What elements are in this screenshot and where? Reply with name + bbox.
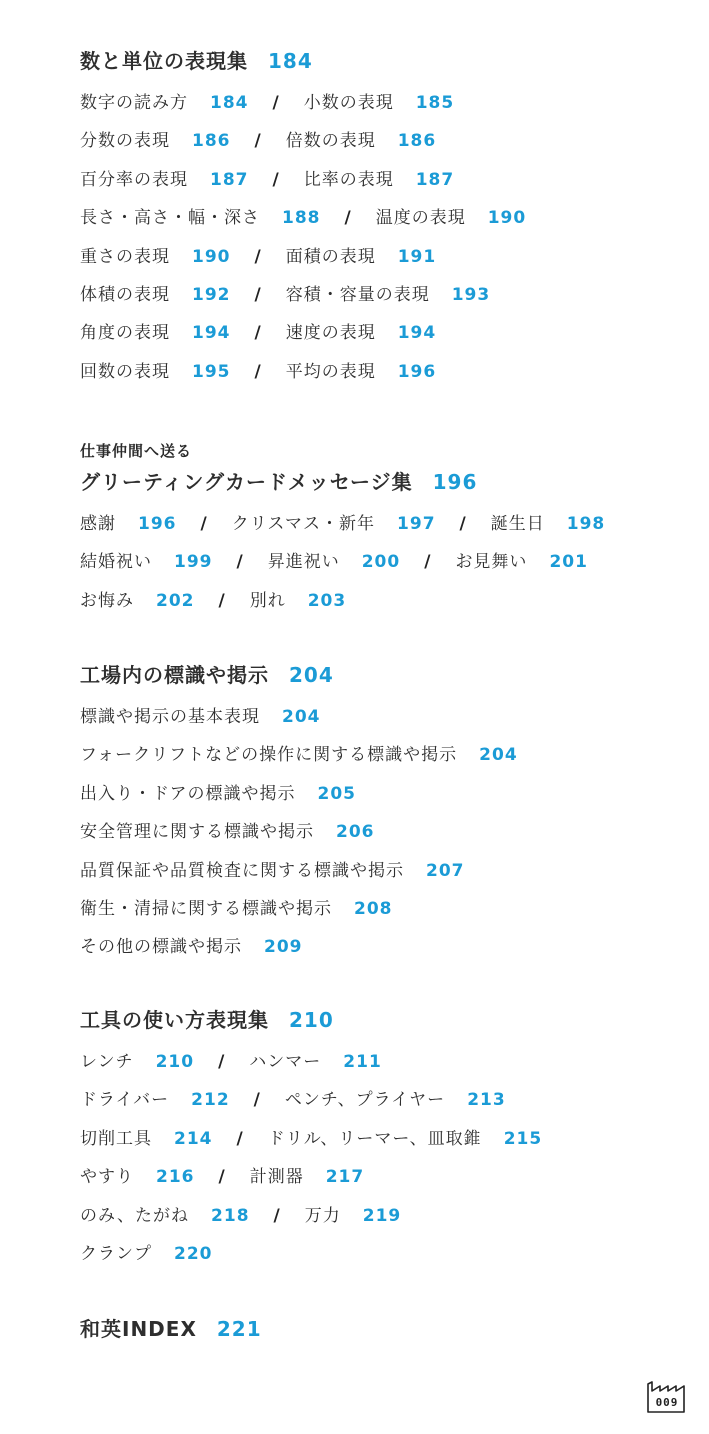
toc-row (80, 1043, 689, 1081)
entry-title: お悔み (80, 590, 134, 611)
toc-row (80, 582, 689, 620)
toc-row (80, 353, 689, 391)
entry-page[interactable]: 188 (282, 208, 321, 229)
entry-title: 平均の表現 (285, 361, 376, 382)
entry-page[interactable]: 206 (336, 822, 375, 843)
toc-row (80, 199, 689, 237)
entry-title: 回数の表現 (80, 361, 170, 382)
entry-page[interactable]: 190 (192, 246, 231, 267)
entry-page[interactable]: 201 (549, 552, 588, 573)
toc-row (80, 928, 689, 966)
toc-row (80, 314, 689, 352)
separator: / (254, 131, 262, 152)
entry-title: その他の標識や掲示 (80, 937, 242, 958)
entry-title: 計測器 (249, 1167, 304, 1188)
toc-row (80, 1197, 689, 1235)
entry-title: 感謝 (80, 514, 116, 534)
separator: / (254, 323, 262, 344)
separator: / (424, 552, 432, 573)
toc-row (80, 505, 689, 543)
toc-row (80, 276, 689, 314)
entry-title: 衛生・清掃に関する標識や掲示 (80, 898, 332, 919)
toc-row (80, 84, 689, 122)
separator: / (254, 284, 262, 305)
entry-title: 誕生日 (490, 514, 545, 534)
entry-title: のみ、たがね (80, 1205, 190, 1226)
entry-title: ペンチ、プライヤー (284, 1090, 446, 1111)
toc-row (80, 1158, 689, 1196)
entry-title: 万力 (304, 1205, 341, 1226)
entry-page[interactable]: 197 (397, 514, 436, 534)
entry-title: 倍数の表現 (285, 131, 376, 152)
toc-row (80, 543, 689, 581)
entry-title: 別れ (249, 590, 286, 611)
entry-title: 速度の表現 (285, 323, 376, 344)
entry-title: 分数の表現 (80, 131, 170, 152)
section-kicker: 仕事仲間へ送る (80, 442, 193, 460)
separator: / (272, 93, 280, 113)
separator: / (236, 552, 244, 573)
separator: / (273, 1205, 281, 1226)
entry-page[interactable]: 209 (264, 937, 303, 958)
entry-page[interactable]: 213 (467, 1090, 506, 1111)
entry-title: 品質保証や品質検査に関する標識や掲示 (80, 860, 404, 881)
section-page[interactable]: 221 (216, 1317, 262, 1341)
entry-title: 重さの表現 (80, 246, 170, 267)
entry-title: ドリル、リーマー、皿取錐 (267, 1128, 482, 1149)
entry-page[interactable]: 205 (317, 783, 356, 804)
toc-row (80, 813, 689, 851)
toc-row (80, 775, 689, 813)
entry-page[interactable]: 217 (325, 1167, 365, 1188)
entry-title: お見舞い (455, 552, 528, 573)
entry-page[interactable]: 204 (282, 707, 321, 727)
entry-page[interactable]: 210 (155, 1052, 195, 1072)
entry-page[interactable]: 194 (397, 323, 437, 344)
toc-row (80, 1120, 689, 1158)
toc-row (80, 161, 689, 199)
entry-title: 数字の読み方 (80, 93, 188, 113)
section-page[interactable]: 204 (289, 663, 334, 687)
entry-title: レンチ (80, 1052, 134, 1072)
entry-title: 面積の表現 (285, 246, 376, 267)
entry-page[interactable]: 185 (415, 93, 455, 113)
section-heading (80, 660, 689, 690)
entry-page[interactable]: 195 (192, 361, 231, 382)
page-number-badge (646, 1378, 688, 1414)
entry-page[interactable]: 200 (361, 552, 401, 573)
entry-page[interactable]: 192 (192, 284, 231, 305)
separator: / (253, 1090, 261, 1111)
section-title: 工具の使い方表現集 (80, 1008, 269, 1032)
entry-title: 比率の表現 (303, 169, 394, 190)
entry-page[interactable]: 207 (426, 860, 465, 881)
entry-title: 結婚祝い (80, 552, 152, 573)
entry-title: クランプ (80, 1243, 152, 1264)
entry-title: 百分率の表現 (80, 169, 188, 190)
entry-page[interactable]: 215 (503, 1128, 543, 1149)
entry-page[interactable]: 186 (397, 131, 437, 152)
entry-page[interactable]: 220 (174, 1243, 213, 1264)
entry-title: 容積・容量の表現 (285, 284, 430, 305)
entry-title: 切削工具 (80, 1128, 152, 1149)
entry-title: 長さ・高さ・幅・深さ (80, 208, 260, 229)
entry-page[interactable]: 202 (156, 590, 195, 611)
entry-page[interactable]: 191 (397, 246, 437, 267)
entry-page[interactable]: 216 (156, 1167, 195, 1188)
toc-row (80, 736, 689, 774)
separator: / (218, 590, 226, 611)
entry-title: 角度の表現 (80, 323, 170, 344)
separator: / (459, 514, 467, 534)
entry-page[interactable]: 203 (307, 590, 347, 611)
toc-row (80, 852, 689, 890)
entry-page[interactable]: 212 (191, 1090, 230, 1111)
section-title: 数と単位の表現集 (80, 49, 248, 73)
entry-title: フォークリフトなどの操作に関する標識や掲示 (80, 745, 458, 766)
entry-page[interactable]: 211 (343, 1052, 382, 1072)
section-title: 和英INDEX (80, 1317, 197, 1341)
entry-title: やすり (80, 1167, 134, 1188)
entry-title: 出入り・ドアの標識や掲示 (80, 783, 296, 804)
separator: / (254, 246, 262, 267)
separator: / (344, 208, 352, 229)
separator: / (200, 514, 208, 534)
entry-title: 安全管理に関する標識や掲示 (80, 822, 314, 843)
entry-page[interactable]: 204 (479, 745, 518, 766)
toc-row (80, 1081, 689, 1119)
entry-page[interactable]: 218 (211, 1205, 250, 1226)
entry-page[interactable]: 196 (397, 361, 437, 382)
section-title: 工場内の標識や掲示 (80, 663, 269, 687)
entry-page[interactable]: 198 (566, 514, 606, 534)
entry-page[interactable]: 184 (210, 93, 249, 113)
toc-row (80, 238, 689, 276)
entry-title: 標識や掲示の基本表現 (80, 707, 260, 727)
entry-title: 昇進祝い (267, 552, 340, 573)
entry-page[interactable]: 196 (138, 514, 177, 534)
toc-section-greeting-cards (80, 441, 689, 620)
toc-section-factory-signs (80, 660, 689, 967)
entry-title: ハンマー (249, 1052, 322, 1072)
entry-page[interactable]: 199 (174, 552, 213, 573)
toc-row (80, 890, 689, 928)
toc-section-index (80, 1314, 689, 1344)
toc-section-numbers (80, 46, 689, 391)
entry-page[interactable]: 214 (174, 1128, 213, 1149)
section-heading (80, 1314, 689, 1344)
entry-page[interactable]: 193 (451, 284, 491, 305)
entry-page[interactable]: 190 (487, 208, 527, 229)
separator: / (272, 169, 280, 190)
entry-title: 体積の表現 (80, 284, 170, 305)
entry-page[interactable]: 194 (192, 323, 231, 344)
section-heading (80, 1005, 689, 1035)
entry-page[interactable]: 208 (354, 898, 393, 919)
separator: / (236, 1128, 244, 1149)
separator: / (218, 1167, 226, 1188)
entry-title: ドライバー (80, 1090, 170, 1111)
entry-page[interactable]: 187 (415, 169, 455, 190)
page-number: 009 (655, 1396, 679, 1409)
section-page[interactable]: 184 (268, 49, 313, 73)
section-page[interactable]: 210 (289, 1008, 334, 1032)
section-heading (80, 467, 689, 497)
entry-title: クリスマス・新年 (231, 514, 376, 534)
toc-row (80, 698, 689, 736)
section-page[interactable]: 196 (432, 470, 478, 494)
toc-row (80, 122, 689, 160)
toc-section-tools (80, 1005, 689, 1273)
entry-page[interactable]: 186 (192, 131, 231, 152)
entry-page[interactable]: 187 (210, 169, 249, 190)
separator: / (218, 1052, 226, 1072)
section-heading (80, 46, 689, 76)
entry-title: 小数の表現 (303, 93, 394, 113)
entry-title: 温度の表現 (375, 208, 466, 229)
toc-row (80, 1235, 689, 1273)
separator: / (254, 361, 262, 382)
entry-page[interactable]: 219 (362, 1205, 402, 1226)
section-title: グリーティングカードメッセージ集 (80, 470, 413, 494)
